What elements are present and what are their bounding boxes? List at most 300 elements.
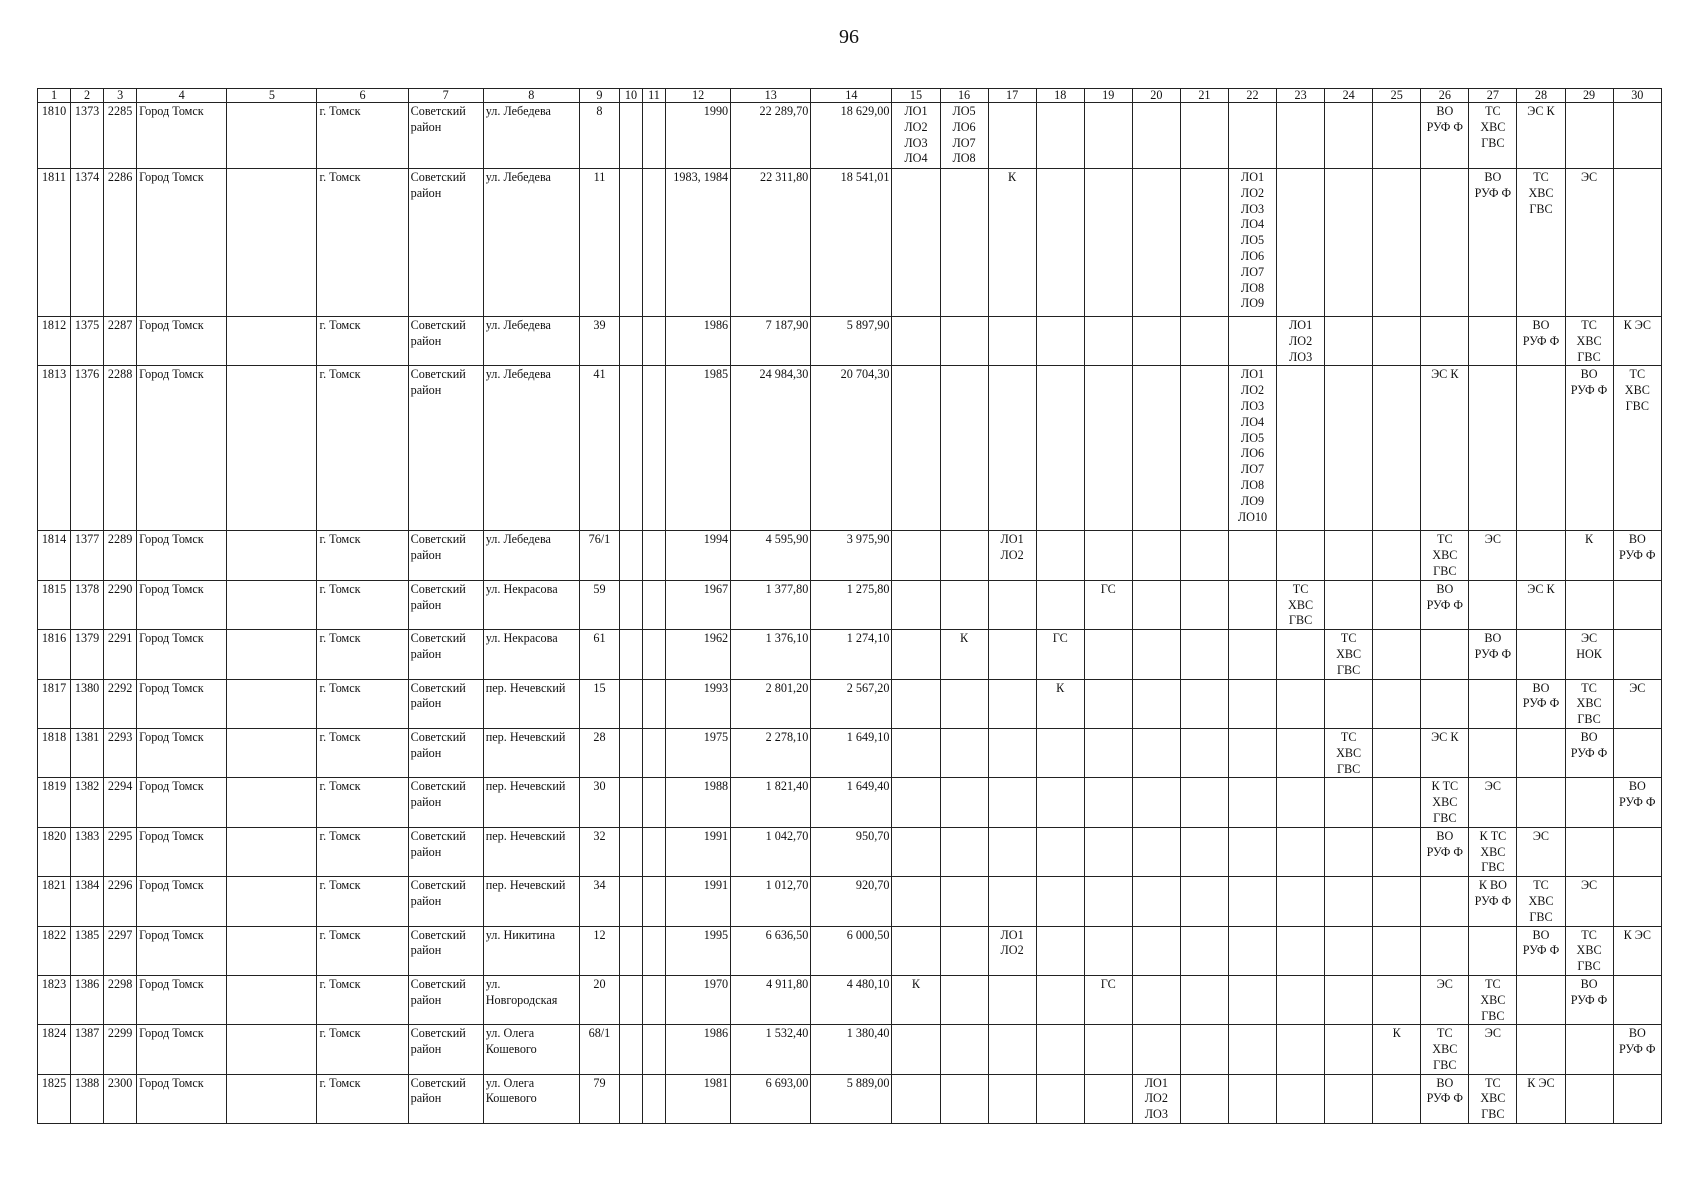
col-19-cell bbox=[1084, 366, 1132, 531]
municipality-cell: Город Томск bbox=[137, 531, 227, 580]
row-number-cell: 1816 bbox=[38, 630, 71, 679]
street-cell: пер. Нечевский bbox=[483, 679, 579, 728]
col-29-cell bbox=[1565, 1074, 1613, 1123]
row-number-cell: 1811 bbox=[38, 169, 71, 317]
street-cell: пер. Нечевский bbox=[483, 877, 579, 926]
col-19-cell bbox=[1084, 728, 1132, 777]
col-27-cell bbox=[1469, 728, 1517, 777]
col-16-cell bbox=[940, 366, 988, 531]
col-16-cell bbox=[940, 531, 988, 580]
column-number: 17 bbox=[988, 89, 1036, 103]
col-22-cell bbox=[1228, 580, 1276, 629]
building-number-cell: 2291 bbox=[104, 630, 137, 679]
building-number-cell: 2286 bbox=[104, 169, 137, 317]
locality-cell: г. Томск bbox=[317, 679, 408, 728]
registry-number-cell: 1385 bbox=[71, 926, 104, 975]
district-cell: Советский район bbox=[408, 317, 483, 366]
col-11-cell bbox=[643, 827, 666, 876]
col-26-cell: ЭС bbox=[1421, 975, 1469, 1024]
year-built-cell: 1970 bbox=[666, 975, 731, 1024]
col-20-cell bbox=[1132, 679, 1180, 728]
col-10-cell bbox=[619, 975, 642, 1024]
col-26-cell: ВО РУФ Ф bbox=[1421, 580, 1469, 629]
col-22-cell bbox=[1228, 877, 1276, 926]
year-built-cell: 1995 bbox=[666, 926, 731, 975]
column-number: 10 bbox=[619, 89, 642, 103]
col-20-cell bbox=[1132, 169, 1180, 317]
col-21-cell bbox=[1180, 531, 1228, 580]
year-built-cell: 1981 bbox=[666, 1074, 731, 1123]
col-30-cell bbox=[1613, 169, 1661, 317]
table-row bbox=[38, 531, 1662, 580]
col-16-cell bbox=[940, 827, 988, 876]
building-number-cell: 2290 bbox=[104, 580, 137, 629]
col-17-cell bbox=[988, 103, 1036, 169]
col-24-cell bbox=[1325, 317, 1373, 366]
col-18-cell bbox=[1036, 580, 1084, 629]
year-built-cell: 1985 bbox=[666, 366, 731, 531]
col-28-cell bbox=[1517, 366, 1565, 531]
col-15-cell bbox=[892, 366, 940, 531]
col-18-cell: ГС bbox=[1036, 630, 1084, 679]
col-19-cell bbox=[1084, 630, 1132, 679]
col-23-cell bbox=[1277, 827, 1325, 876]
col-16-cell bbox=[940, 877, 988, 926]
table-row bbox=[38, 778, 1662, 827]
year-built-cell: 1986 bbox=[666, 317, 731, 366]
col-24-cell bbox=[1325, 975, 1373, 1024]
total-area-cell: 1 532,40 bbox=[731, 1025, 811, 1074]
col-23-cell bbox=[1277, 728, 1325, 777]
column-number: 29 bbox=[1565, 89, 1613, 103]
col-10-cell bbox=[619, 679, 642, 728]
col-24-cell bbox=[1325, 827, 1373, 876]
col-18-cell bbox=[1036, 169, 1084, 317]
municipality-cell: Город Томск bbox=[137, 1025, 227, 1074]
col-30-cell: ВО РУФ Ф bbox=[1613, 778, 1661, 827]
registry-number-cell: 1382 bbox=[71, 778, 104, 827]
year-built-cell: 1988 bbox=[666, 778, 731, 827]
col-19-cell bbox=[1084, 1074, 1132, 1123]
locality-cell: г. Томск bbox=[317, 317, 408, 366]
col-10-cell bbox=[619, 728, 642, 777]
col-16-cell bbox=[940, 1074, 988, 1123]
col-11-cell bbox=[643, 103, 666, 169]
col-28-cell bbox=[1517, 778, 1565, 827]
building-number-cell: 2288 bbox=[104, 366, 137, 531]
street-cell: ул. Новгородская bbox=[483, 975, 579, 1024]
settlement-type-cell bbox=[227, 728, 317, 777]
col-16-cell: К bbox=[940, 630, 988, 679]
house-number-cell: 8 bbox=[579, 103, 619, 169]
col-28-cell: ВО РУФ Ф bbox=[1517, 679, 1565, 728]
row-number-cell: 1824 bbox=[38, 1025, 71, 1074]
building-number-cell: 2300 bbox=[104, 1074, 137, 1123]
col-29-cell bbox=[1565, 778, 1613, 827]
column-number: 27 bbox=[1469, 89, 1517, 103]
building-number-cell: 2285 bbox=[104, 103, 137, 169]
year-built-cell: 1986 bbox=[666, 1025, 731, 1074]
col-27-cell: К ВО РУФ Ф bbox=[1469, 877, 1517, 926]
registry-number-cell: 1379 bbox=[71, 630, 104, 679]
col-24-cell bbox=[1325, 1025, 1373, 1074]
col-25-cell bbox=[1373, 679, 1421, 728]
col-28-cell: ВО РУФ Ф bbox=[1517, 317, 1565, 366]
district-cell: Советский район bbox=[408, 975, 483, 1024]
locality-cell: г. Томск bbox=[317, 103, 408, 169]
col-30-cell bbox=[1613, 630, 1661, 679]
col-27-cell: ТС ХВС ГВС bbox=[1469, 975, 1517, 1024]
col-11-cell bbox=[643, 580, 666, 629]
col-29-cell bbox=[1565, 580, 1613, 629]
year-built-cell: 1991 bbox=[666, 827, 731, 876]
registry-number-cell: 1381 bbox=[71, 728, 104, 777]
column-number: 13 bbox=[731, 89, 811, 103]
col-10-cell bbox=[619, 877, 642, 926]
year-built-cell: 1994 bbox=[666, 531, 731, 580]
table-row bbox=[38, 317, 1662, 366]
col-30-cell: К ЭС bbox=[1613, 926, 1661, 975]
col-25-cell bbox=[1373, 531, 1421, 580]
col-26-cell: К ТС ХВС ГВС bbox=[1421, 778, 1469, 827]
col-15-cell bbox=[892, 1025, 940, 1074]
year-built-cell: 1975 bbox=[666, 728, 731, 777]
col-22-cell bbox=[1228, 1074, 1276, 1123]
col-20-cell bbox=[1132, 366, 1180, 531]
building-number-cell: 2294 bbox=[104, 778, 137, 827]
col-26-cell: ТС ХВС ГВС bbox=[1421, 1025, 1469, 1074]
street-cell: ул. Лебедева bbox=[483, 103, 579, 169]
col-11-cell bbox=[643, 926, 666, 975]
col-21-cell bbox=[1180, 778, 1228, 827]
col-24-cell bbox=[1325, 103, 1373, 169]
col-27-cell: ЭС bbox=[1469, 531, 1517, 580]
street-cell: ул. Лебедева bbox=[483, 366, 579, 531]
municipality-cell: Город Томск bbox=[137, 630, 227, 679]
row-number-cell: 1814 bbox=[38, 531, 71, 580]
municipality-cell: Город Томск bbox=[137, 103, 227, 169]
municipality-cell: Город Томск bbox=[137, 728, 227, 777]
col-26-cell bbox=[1421, 679, 1469, 728]
column-number: 8 bbox=[483, 89, 579, 103]
col-20-cell bbox=[1132, 975, 1180, 1024]
building-number-cell: 2292 bbox=[104, 679, 137, 728]
year-built-cell: 1993 bbox=[666, 679, 731, 728]
col-20-cell bbox=[1132, 877, 1180, 926]
col-10-cell bbox=[619, 778, 642, 827]
col-26-cell bbox=[1421, 877, 1469, 926]
col-20-cell bbox=[1132, 827, 1180, 876]
col-19-cell: ГС bbox=[1084, 975, 1132, 1024]
year-built-cell: 1983, 1984 bbox=[666, 169, 731, 317]
col-25-cell bbox=[1373, 580, 1421, 629]
col-22-cell bbox=[1228, 1025, 1276, 1074]
col-11-cell bbox=[643, 728, 666, 777]
row-number-cell: 1817 bbox=[38, 679, 71, 728]
total-area-cell: 7 187,90 bbox=[731, 317, 811, 366]
col-15-cell bbox=[892, 778, 940, 827]
district-cell: Советский район bbox=[408, 580, 483, 629]
municipality-cell: Город Томск bbox=[137, 1074, 227, 1123]
col-29-cell bbox=[1565, 827, 1613, 876]
municipality-cell: Город Томск bbox=[137, 679, 227, 728]
column-number: 3 bbox=[104, 89, 137, 103]
row-number-cell: 1823 bbox=[38, 975, 71, 1024]
total-area-cell: 1 012,70 bbox=[731, 877, 811, 926]
col-18-cell bbox=[1036, 778, 1084, 827]
living-area-cell: 1 275,80 bbox=[811, 580, 892, 629]
col-20-cell bbox=[1132, 926, 1180, 975]
column-number: 6 bbox=[317, 89, 408, 103]
col-27-cell bbox=[1469, 317, 1517, 366]
col-19-cell bbox=[1084, 1025, 1132, 1074]
col-23-cell bbox=[1277, 1025, 1325, 1074]
table-row bbox=[38, 728, 1662, 777]
table-row bbox=[38, 630, 1662, 679]
col-10-cell bbox=[619, 531, 642, 580]
house-number-cell: 39 bbox=[579, 317, 619, 366]
col-17-cell bbox=[988, 1074, 1036, 1123]
registry-number-cell: 1384 bbox=[71, 877, 104, 926]
col-28-cell bbox=[1517, 1025, 1565, 1074]
col-18-cell bbox=[1036, 827, 1084, 876]
row-number-cell: 1822 bbox=[38, 926, 71, 975]
col-16-cell: ЛО5 ЛО6 ЛО7 ЛО8 bbox=[940, 103, 988, 169]
district-cell: Советский район bbox=[408, 531, 483, 580]
col-19-cell bbox=[1084, 778, 1132, 827]
col-16-cell bbox=[940, 580, 988, 629]
col-26-cell: ТС ХВС ГВС bbox=[1421, 531, 1469, 580]
col-17-cell bbox=[988, 630, 1036, 679]
col-15-cell bbox=[892, 1074, 940, 1123]
col-28-cell: ТС ХВС ГВС bbox=[1517, 877, 1565, 926]
house-number-cell: 20 bbox=[579, 975, 619, 1024]
table-row bbox=[38, 975, 1662, 1024]
column-number: 30 bbox=[1613, 89, 1661, 103]
col-10-cell bbox=[619, 630, 642, 679]
col-28-cell bbox=[1517, 531, 1565, 580]
col-23-cell bbox=[1277, 366, 1325, 531]
total-area-cell: 1 376,10 bbox=[731, 630, 811, 679]
street-cell: ул. Никитина bbox=[483, 926, 579, 975]
house-number-cell: 30 bbox=[579, 778, 619, 827]
building-number-cell: 2295 bbox=[104, 827, 137, 876]
col-21-cell bbox=[1180, 317, 1228, 366]
living-area-cell: 1 649,10 bbox=[811, 728, 892, 777]
col-30-cell bbox=[1613, 580, 1661, 629]
col-30-cell: К ЭС bbox=[1613, 317, 1661, 366]
col-19-cell bbox=[1084, 531, 1132, 580]
col-25-cell bbox=[1373, 926, 1421, 975]
district-cell: Советский район bbox=[408, 366, 483, 531]
col-22-cell: ЛО1 ЛО2 ЛО3 ЛО4 ЛО5 ЛО6 ЛО7 ЛО8 ЛО9 ЛО10 bbox=[1228, 366, 1276, 531]
col-19-cell bbox=[1084, 169, 1132, 317]
district-cell: Советский район bbox=[408, 827, 483, 876]
registry-number-cell: 1377 bbox=[71, 531, 104, 580]
district-cell: Советский район bbox=[408, 169, 483, 317]
column-number: 9 bbox=[579, 89, 619, 103]
col-23-cell bbox=[1277, 679, 1325, 728]
col-17-cell: ЛО1 ЛО2 bbox=[988, 926, 1036, 975]
col-30-cell bbox=[1613, 827, 1661, 876]
col-11-cell bbox=[643, 531, 666, 580]
col-25-cell bbox=[1373, 317, 1421, 366]
total-area-cell: 1 377,80 bbox=[731, 580, 811, 629]
col-20-cell bbox=[1132, 630, 1180, 679]
col-29-cell bbox=[1565, 1025, 1613, 1074]
col-29-cell: ЭС bbox=[1565, 877, 1613, 926]
settlement-type-cell bbox=[227, 580, 317, 629]
col-28-cell bbox=[1517, 728, 1565, 777]
col-29-cell: К bbox=[1565, 531, 1613, 580]
column-number: 14 bbox=[811, 89, 892, 103]
page-number: 96 bbox=[839, 26, 859, 48]
col-25-cell bbox=[1373, 975, 1421, 1024]
registry-number-cell: 1374 bbox=[71, 169, 104, 317]
col-24-cell bbox=[1325, 169, 1373, 317]
col-29-cell: ВО РУФ Ф bbox=[1565, 975, 1613, 1024]
column-number: 2 bbox=[71, 89, 104, 103]
locality-cell: г. Томск bbox=[317, 728, 408, 777]
year-built-cell: 1967 bbox=[666, 580, 731, 629]
building-number-cell: 2289 bbox=[104, 531, 137, 580]
locality-cell: г. Томск bbox=[317, 975, 408, 1024]
registry-number-cell: 1388 bbox=[71, 1074, 104, 1123]
col-23-cell bbox=[1277, 630, 1325, 679]
municipality-cell: Город Томск bbox=[137, 366, 227, 531]
col-25-cell bbox=[1373, 103, 1421, 169]
col-17-cell bbox=[988, 1025, 1036, 1074]
living-area-cell: 18 629,00 bbox=[811, 103, 892, 169]
building-number-cell: 2298 bbox=[104, 975, 137, 1024]
col-18-cell bbox=[1036, 877, 1084, 926]
col-18-cell: К bbox=[1036, 679, 1084, 728]
col-27-cell: ЭС bbox=[1469, 1025, 1517, 1074]
column-number: 25 bbox=[1373, 89, 1421, 103]
col-15-cell bbox=[892, 926, 940, 975]
col-21-cell bbox=[1180, 679, 1228, 728]
col-22-cell bbox=[1228, 103, 1276, 169]
col-22-cell bbox=[1228, 975, 1276, 1024]
col-10-cell bbox=[619, 317, 642, 366]
municipality-cell: Город Томск bbox=[137, 975, 227, 1024]
col-18-cell bbox=[1036, 926, 1084, 975]
col-28-cell: К ЭС bbox=[1517, 1074, 1565, 1123]
total-area-cell: 2 801,20 bbox=[731, 679, 811, 728]
col-21-cell bbox=[1180, 366, 1228, 531]
col-29-cell: ВО РУФ Ф bbox=[1565, 728, 1613, 777]
col-30-cell: ТС ХВС ГВС bbox=[1613, 366, 1661, 531]
total-area-cell: 1 821,40 bbox=[731, 778, 811, 827]
col-28-cell: ЭС К bbox=[1517, 103, 1565, 169]
col-30-cell bbox=[1613, 728, 1661, 777]
col-25-cell bbox=[1373, 827, 1421, 876]
locality-cell: г. Томск bbox=[317, 169, 408, 317]
col-11-cell bbox=[643, 169, 666, 317]
locality-cell: г. Томск bbox=[317, 580, 408, 629]
table-row bbox=[38, 103, 1662, 169]
district-cell: Советский район bbox=[408, 679, 483, 728]
col-18-cell bbox=[1036, 975, 1084, 1024]
column-number: 26 bbox=[1421, 89, 1469, 103]
street-cell: пер. Нечевский bbox=[483, 827, 579, 876]
col-17-cell bbox=[988, 679, 1036, 728]
col-21-cell bbox=[1180, 580, 1228, 629]
col-25-cell bbox=[1373, 778, 1421, 827]
building-number-cell: 2287 bbox=[104, 317, 137, 366]
col-16-cell bbox=[940, 778, 988, 827]
register-body bbox=[38, 103, 1662, 1124]
locality-cell: г. Томск bbox=[317, 827, 408, 876]
street-cell: ул. Олега Кошевого bbox=[483, 1074, 579, 1123]
col-28-cell: ТС ХВС ГВС bbox=[1517, 169, 1565, 317]
col-30-cell bbox=[1613, 1074, 1661, 1123]
building-number-cell: 2297 bbox=[104, 926, 137, 975]
total-area-cell: 1 042,70 bbox=[731, 827, 811, 876]
col-26-cell: ЭС К bbox=[1421, 728, 1469, 777]
col-22-cell bbox=[1228, 827, 1276, 876]
col-20-cell bbox=[1132, 531, 1180, 580]
living-area-cell: 5 889,00 bbox=[811, 1074, 892, 1123]
house-number-cell: 12 bbox=[579, 926, 619, 975]
house-number-cell: 79 bbox=[579, 1074, 619, 1123]
living-area-cell: 1 274,10 bbox=[811, 630, 892, 679]
col-26-cell: ВО РУФ Ф bbox=[1421, 103, 1469, 169]
municipality-cell: Город Томск bbox=[137, 317, 227, 366]
registry-number-cell: 1380 bbox=[71, 679, 104, 728]
col-10-cell bbox=[619, 103, 642, 169]
col-24-cell bbox=[1325, 531, 1373, 580]
total-area-cell: 22 311,80 bbox=[731, 169, 811, 317]
col-10-cell bbox=[619, 1025, 642, 1074]
col-22-cell bbox=[1228, 679, 1276, 728]
table-row bbox=[38, 1025, 1662, 1074]
column-number: 24 bbox=[1325, 89, 1373, 103]
col-26-cell bbox=[1421, 926, 1469, 975]
col-23-cell bbox=[1277, 531, 1325, 580]
col-18-cell bbox=[1036, 103, 1084, 169]
col-25-cell bbox=[1373, 877, 1421, 926]
registry-number-cell: 1386 bbox=[71, 975, 104, 1024]
table-row bbox=[38, 1074, 1662, 1123]
street-cell: пер. Нечевский bbox=[483, 778, 579, 827]
col-15-cell bbox=[892, 630, 940, 679]
col-30-cell bbox=[1613, 877, 1661, 926]
col-22-cell bbox=[1228, 531, 1276, 580]
col-16-cell bbox=[940, 728, 988, 777]
municipality-cell: Город Томск bbox=[137, 778, 227, 827]
col-16-cell bbox=[940, 169, 988, 317]
col-18-cell bbox=[1036, 728, 1084, 777]
col-29-cell: ТС ХВС ГВС bbox=[1565, 679, 1613, 728]
col-30-cell bbox=[1613, 975, 1661, 1024]
col-25-cell bbox=[1373, 366, 1421, 531]
col-16-cell bbox=[940, 926, 988, 975]
col-30-cell bbox=[1613, 103, 1661, 169]
col-18-cell bbox=[1036, 1074, 1084, 1123]
col-24-cell bbox=[1325, 580, 1373, 629]
col-30-cell: ВО РУФ Ф bbox=[1613, 1025, 1661, 1074]
row-number-cell: 1812 bbox=[38, 317, 71, 366]
house-number-cell: 68/1 bbox=[579, 1025, 619, 1074]
col-16-cell bbox=[940, 1025, 988, 1074]
living-area-cell: 1 649,40 bbox=[811, 778, 892, 827]
col-27-cell: ТС ХВС ГВС bbox=[1469, 103, 1517, 169]
col-21-cell bbox=[1180, 103, 1228, 169]
col-18-cell bbox=[1036, 317, 1084, 366]
locality-cell: г. Томск bbox=[317, 926, 408, 975]
col-15-cell bbox=[892, 531, 940, 580]
